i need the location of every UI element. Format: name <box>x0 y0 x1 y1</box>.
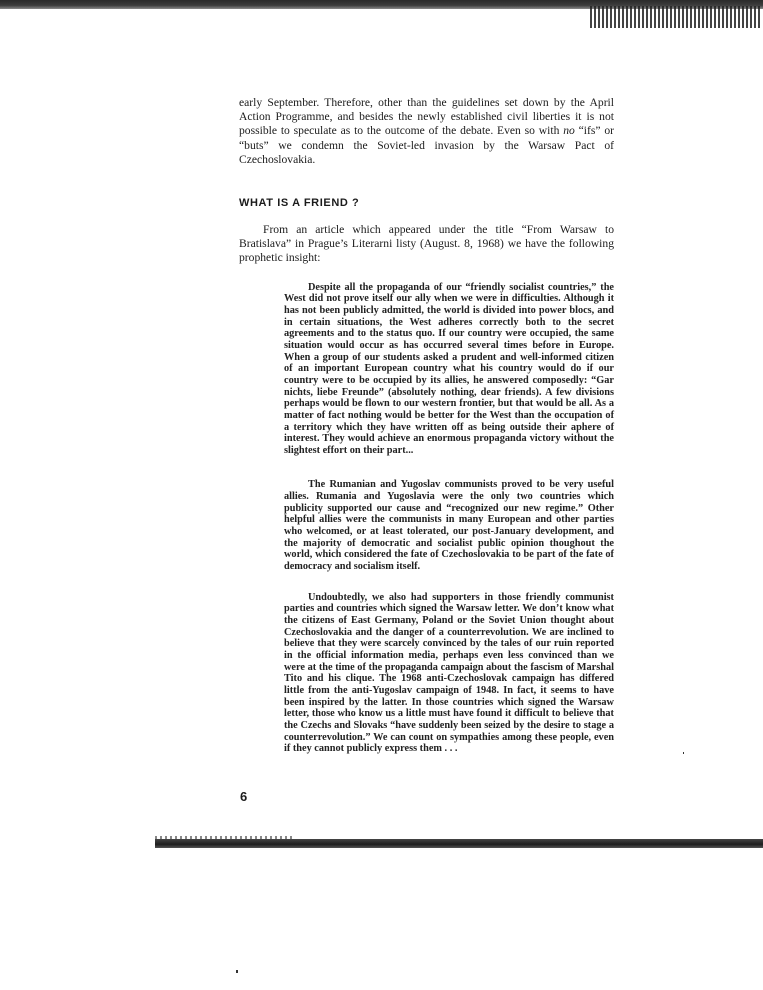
section-heading: WHAT IS A FRIEND ? <box>239 197 360 210</box>
scan-speck <box>683 752 684 754</box>
intro-text-1: early September. Therefore, other than the guidelines set down by the April Action Programme, and besides the newly established civil liberties it is not possible to speculate as to the outcome of the debate. Even so with <box>239 96 614 138</box>
intro-text-2: “ifs” or “buts” we condemn the Soviet-led invasion by the Warsaw Pact of Czechoslovakia. <box>239 124 615 166</box>
quote-2-text: The Rumanian and Yugoslav communists proved to be very useful allies. Rumania and Yugoslavia were the only two countries which publicity supported our cause and “recognized our new regime.” Other helpful allies were the communists in many European and other parties who welcomed, or at least tolerated, our post-January development, and the majority of democratic and socialist public opinion thoughout the world, which considered the fate of Czechoslovakia to be part of the fate of democracy and socialism itself. <box>284 479 614 573</box>
page-number: 6 <box>240 789 248 804</box>
lead-paragraph: From an article which appeared under the title “From Warsaw to Bratislava” in Prague’s Literarni listy (August. 8, 1968) we have the following prophetic insight: <box>239 223 614 265</box>
page-content <box>239 96 614 755</box>
block-quote-3 <box>284 592 614 755</box>
block-quote-1 <box>284 282 614 457</box>
block-quote-2 <box>284 479 614 572</box>
scan-speck <box>236 970 238 973</box>
quote-1-text: Despite all the propaganda of our “friendly socialist countries,” the West did not prove itself our ally when we were in difficulties. Although it has not been publicly admitted, the world is divided into power blocs, and in certain situations, the West adheres correctly both to the secret agreements and to the status quo. If our country were occupied, the same situation would occur as has occurred several times before in Europe. When a group of our students asked a prudent and well-informed citizen of an important European country what his country would do if our country were to be occupied by its allies, he answered composedly: “Gar nichts, liebe Freunde” (absolutely nothing, dear friends). A few divisions perhaps would be flown to our western frontier, but that would be all. As a matter of fact nothing would be better for the West than the occupation of a territory which they have written off as being outside their aphere of interest. They would achieve an enormous propaganda victory without the slightest effort on their part... <box>284 281 614 456</box>
scan-top-border-ticks <box>590 6 760 28</box>
scan-bottom-border <box>155 839 763 848</box>
quote-3-text: Undoubtedly, we also had supporters in those friendly communist parties and countries which signed the Warsaw letter. We don’t know what the citizens of East Germany, Poland or the Soviet Union thought about Czechoslovakia and the danger of a counterrevolution. We are inclined to believe that they were scarcely convinced by the tales of our ruin reported in the official information media, perhaps even less convinced than we were at the time of the propaganda campaign about the fascism of Marshal Tito and his clique. The 1968 anti-Czechoslovak campaign has differed little from the anti-Yugoslav campaign of 1948. In fact, it seems to have been inspired by the latter. In those countries which signed the Warsaw letter, those who know us a little must have found it difficult to believe that the Czechs and Slovaks “have suddenly been seized by the desire to stage a counterrevolution.” We can count on sympathies among these people, even if they cannot publicly express them . . . <box>284 591 614 755</box>
intro-emphasis: no <box>563 124 575 138</box>
intro-paragraph <box>239 96 614 167</box>
